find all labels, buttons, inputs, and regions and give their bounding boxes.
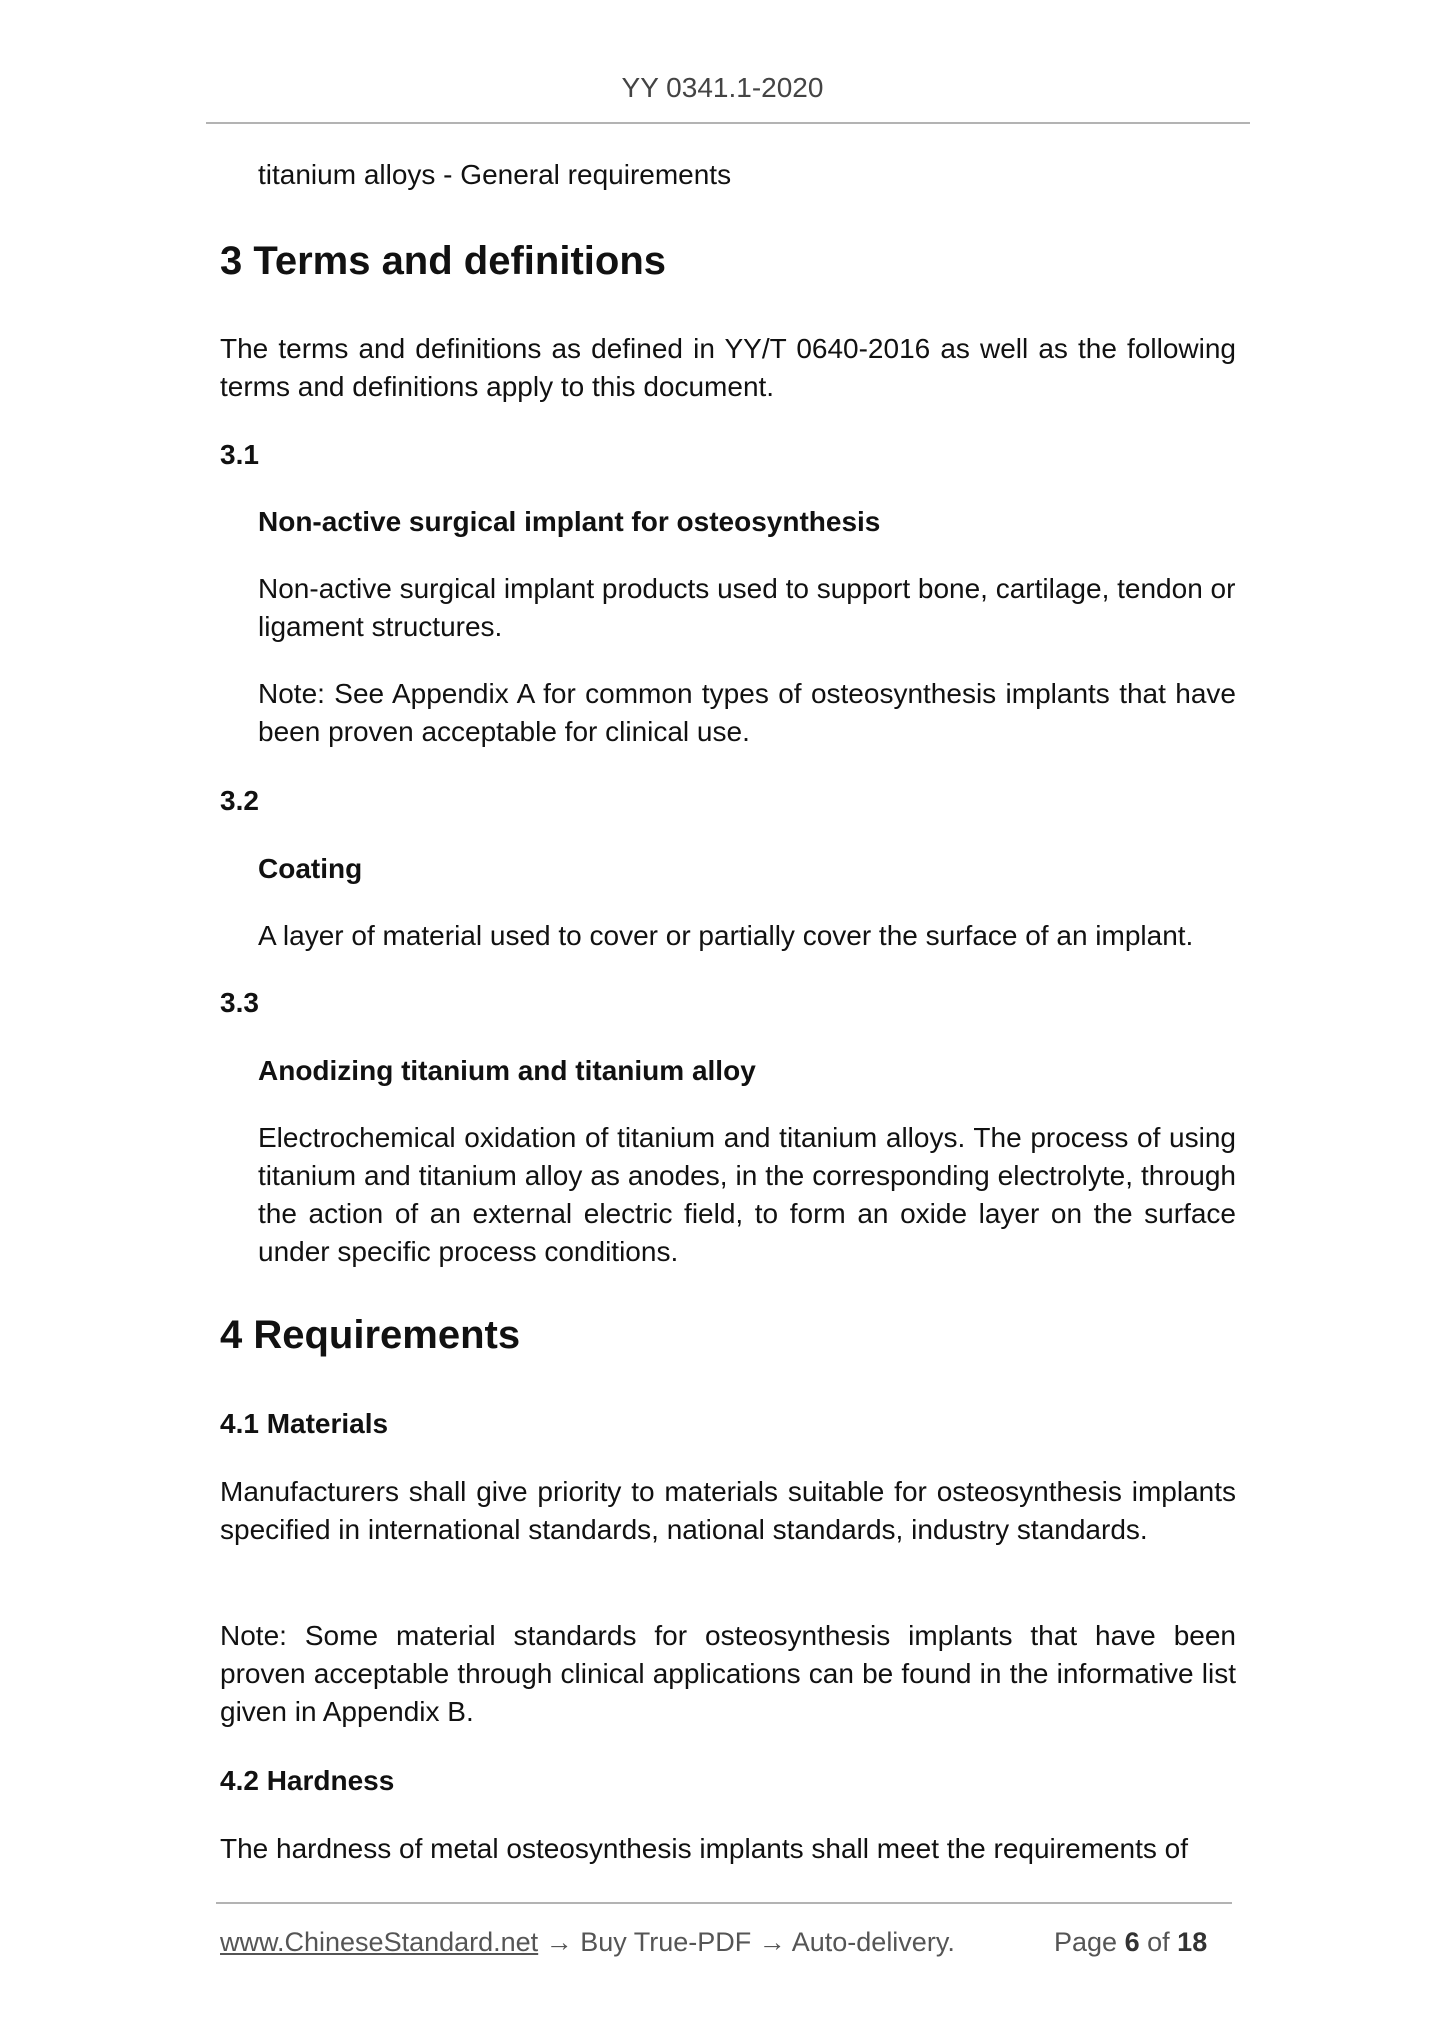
footer-tagline: → Buy True-PDF → Auto-delivery. [538, 1927, 955, 1957]
subsection-4-1-heading: 4.1 Materials [220, 1408, 389, 1439]
term-3-3-number: 3.3 [220, 987, 259, 1018]
term-3-2-definition: A layer of material used to cover or partially cover the surface of an implant. [258, 920, 1194, 951]
footer-divider [216, 1902, 1232, 1904]
page-indicator [1054, 1924, 1207, 1960]
term-3-3-definition: Electrochemical oxidation of titanium and titanium alloys. The process of using titanium and titanium alloy as anodes, in the corresponding electrolyte, through the action of an external electric field, to form an oxide layer on the surface under specific process conditions. [258, 1122, 1236, 1267]
footer-promo [220, 1924, 955, 1960]
header-divider [206, 122, 1250, 124]
of-label: of [1147, 1927, 1170, 1957]
page-label: Page [1054, 1927, 1118, 1957]
term-3-1-note: Note: See Appendix A for common types of osteosynthesis implants that have been proven acceptable for clinical use. [258, 678, 1236, 747]
term-3-1-definition: Non-active surgical implant products used to support bone, cartilage, tendon or ligament structures. [258, 573, 1236, 642]
term-3-2-title: Coating [258, 853, 363, 884]
subsection-4-2-text: The hardness of metal osteosynthesis implants shall meet the requirements of [220, 1833, 1189, 1864]
section-3-heading: 3 Terms and definitions [220, 239, 666, 283]
current-page-number: 6 [1124, 1927, 1140, 1957]
total-pages-number: 18 [1177, 1927, 1208, 1957]
section-4-heading: 4 Requirements [220, 1313, 521, 1357]
continued-reference: titanium alloys - General requirements [258, 159, 732, 190]
section-3-intro: The terms and definitions as defined in YY/T 0640-2016 as well as the following terms and definitions apply to this document. [220, 333, 1236, 402]
website-link[interactable]: www.ChineseStandard.net [220, 1927, 539, 1957]
subsection-4-1-text: Manufacturers shall give priority to materials suitable for osteosynthesis implants specified in international standards, national standards, industry standards. [220, 1476, 1236, 1545]
term-3-3-title: Anodizing titanium and titanium alloy [258, 1055, 756, 1086]
term-3-1-number: 3.1 [220, 439, 259, 470]
subsection-4-2-heading: 4.2 Hardness [220, 1765, 395, 1796]
term-3-1-title: Non-active surgical implant for osteosynthesis [258, 506, 881, 537]
subsection-4-1-note: Note: Some material standards for osteosynthesis implants that have been proven acceptable through clinical applications can be found in the informative list given in Appendix B. [220, 1620, 1236, 1727]
term-3-2-number: 3.2 [220, 785, 259, 816]
document-code: YY 0341.1-2020 [621, 72, 824, 103]
